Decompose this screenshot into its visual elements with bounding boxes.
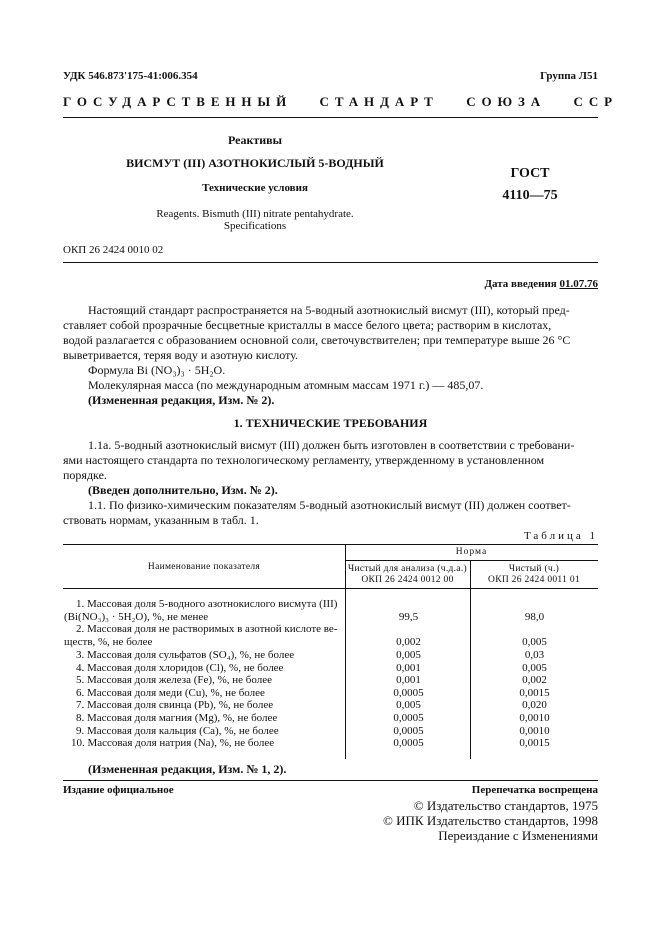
- title-rule: [63, 262, 598, 263]
- row-value-pure-for-analysis: 0,0005: [393, 724, 424, 737]
- reprint-prohibited: Перепечатка воспрещена: [471, 784, 598, 796]
- intro-line2: ставляет собой прозрачные бесцветные кристаллы в массе белого цвета; растворим в кислотах,: [63, 318, 552, 332]
- column-header-pure-for-analysis: Чистый для анализа (ч.д.а.): [348, 564, 467, 574]
- udk-code: УДК 546.873'175-41:006.354: [63, 70, 198, 82]
- column-header-pure: Чистый (ч.): [508, 564, 560, 574]
- row-value-pure-for-analysis: 99,5: [398, 611, 419, 623]
- date-label: Дата введения: [484, 278, 557, 290]
- row-name-line2: (Bi(NO₃)₃ · 5H₂O), %, не менее: [64, 611, 209, 623]
- row-value-pure: 98,0: [524, 611, 545, 623]
- english-title-line1: Reagents. Bismuth (III) nitrate pentahydrate.: [156, 208, 354, 220]
- intro-line3: водой разлагается с образованием основной соли, светочувствителен; при температуре выше 26 °С: [63, 333, 571, 347]
- row-value-pure-for-analysis: 0,001: [396, 661, 421, 674]
- row-value-pure-for-analysis: 0,005: [396, 649, 421, 661]
- row-name: 10. Массовая доля натрия (Na), %, не более: [71, 737, 275, 750]
- group-code: Группа Л51: [540, 70, 598, 82]
- row-name: 8. Массовая доля магния (Mg), %, не более: [76, 712, 278, 724]
- row-name: 4. Массовая доля хлоридов (Cl), %, не более: [76, 661, 284, 674]
- norm-header-rule: [345, 560, 598, 561]
- table-caption: Таблица 1: [523, 530, 598, 542]
- reissue-note: Переиздание с Изменениями: [438, 828, 598, 843]
- row-name: 9. Массовая доля кальция (Ca), %, не более: [76, 724, 279, 737]
- row-value-pure: 0,0010: [519, 712, 550, 724]
- category: Реактивы: [227, 133, 283, 147]
- row-name-line2: ществ, %, не более: [64, 636, 153, 648]
- row-value-pure-for-analysis: 0,001: [396, 674, 421, 687]
- introduction-date: [380, 278, 598, 290]
- okp-code: ОКП 26 2424 0010 02: [63, 244, 164, 256]
- row-value-pure: 0,020: [522, 699, 547, 712]
- footer-rule: [63, 780, 598, 781]
- row-value-pure-for-analysis: 0,0005: [393, 686, 424, 699]
- row-name: 6. Массовая доля меди (Cu), %, не более: [76, 686, 265, 699]
- gost-label: ГОСТ: [510, 166, 550, 181]
- row-value-pure: 0,0015: [519, 737, 550, 750]
- table-top-rule: [63, 544, 598, 545]
- gost-number: 4110—75: [502, 188, 558, 203]
- norm-header: Норма: [455, 547, 488, 557]
- row-value-pure: 0,0010: [519, 724, 550, 737]
- intro-edit-note: (Измененная редакция, Изм. № 2).: [88, 393, 275, 407]
- row-value-pure-for-analysis: 0,0005: [393, 737, 424, 750]
- row-name-line1: 1. Массовая доля 5-водного азотнокислого висмута (III): [76, 598, 338, 610]
- intro-line4: выветривается, теряя воду и азотную кислоту.: [63, 348, 298, 362]
- table-row: [64, 623, 598, 649]
- para-1-1-line1: 1.1. По физико-химическим показателям 5-водный азотнокислый висмут (III) должен соответ-: [88, 498, 571, 512]
- column-header-name: Наименование показателя: [147, 562, 261, 572]
- row-name: 7. Массовая доля свинца (Pb), %, не более: [76, 699, 274, 712]
- row-value-pure: 0,005: [522, 661, 547, 674]
- row-value-pure-for-analysis: 0,005: [396, 699, 421, 712]
- column-header-pure-okp: ОКП 26 2424 0011 01: [488, 575, 580, 585]
- row-value-pure: 0,03: [524, 649, 545, 661]
- row-name-line1: 2. Массовая доля не растворимых в азотной кислоте ве-: [76, 623, 338, 635]
- row-name: 5. Массовая доля железа (Fe), %, не более: [76, 674, 272, 687]
- molar-mass: Молекулярная масса (по международным атомным массам 1971 г.) — 485,07.: [88, 378, 484, 392]
- state-standard-banner: ГОСУДАРСТВЕННЫЙ СТАНДАРТ СОЮЗА ССР: [63, 94, 618, 109]
- row-value-pure-for-analysis: 0,0005: [393, 712, 424, 724]
- table-header-rule: [63, 588, 598, 589]
- row-value-pure: 0,005: [522, 636, 547, 648]
- table-row: [64, 598, 598, 624]
- section-heading: 1. ТЕХНИЧЕСКИЕ ТРЕБОВАНИЯ: [233, 416, 428, 430]
- row-value-pure-for-analysis: 0,002: [396, 636, 421, 648]
- column-header-pure-for-analysis-okp: ОКП 26 2424 0012 00: [361, 575, 454, 585]
- row-value-pure: 0,002: [522, 674, 547, 687]
- para-1-1a-line1: 1.1a. 5-водный азотнокислый висмут (III) должен быть изготовлен в соответствии с требовани-: [88, 438, 575, 452]
- document-subtitle: Технические условия: [202, 182, 308, 194]
- english-title-line2: Specifications: [223, 220, 287, 232]
- para-1-1a-line3: порядке.: [63, 468, 107, 482]
- copyright-1998: © ИПК Издательство стандартов, 1998: [383, 813, 598, 828]
- intro-line1: Настоящий стандарт распространяется на 5-водный азотнокислый висмут (III), который пред-: [88, 303, 570, 317]
- document-title: ВИСМУТ (III) АЗОТНОКИСЛЫЙ 5-ВОДНЫЙ: [126, 156, 384, 170]
- row-name: 3. Массовая доля сульфатов (SO₄), %, не более: [76, 649, 295, 661]
- formula: Формула Bi (NO₃)₃ · 5H₂O.: [88, 363, 226, 377]
- table-edit-note: (Измененная редакция, Изм. № 1, 2).: [88, 762, 287, 776]
- header-rule: [63, 117, 598, 118]
- official-edition: Издание официальное: [63, 784, 174, 796]
- copyright-1975: © Издательство стандартов, 1975: [413, 798, 598, 813]
- added-note: (Введен дополнительно, Изм. № 2).: [88, 483, 278, 497]
- para-1-1-line2: ствовать нормам, указанным в табл. 1.: [63, 513, 259, 527]
- para-1-1a-line2: ями настоящего стандарта по технологическому регламенту, утвержденному в установленном: [63, 453, 545, 467]
- date-value: 01.07.76: [559, 278, 598, 290]
- row-value-pure: 0,0015: [519, 686, 550, 699]
